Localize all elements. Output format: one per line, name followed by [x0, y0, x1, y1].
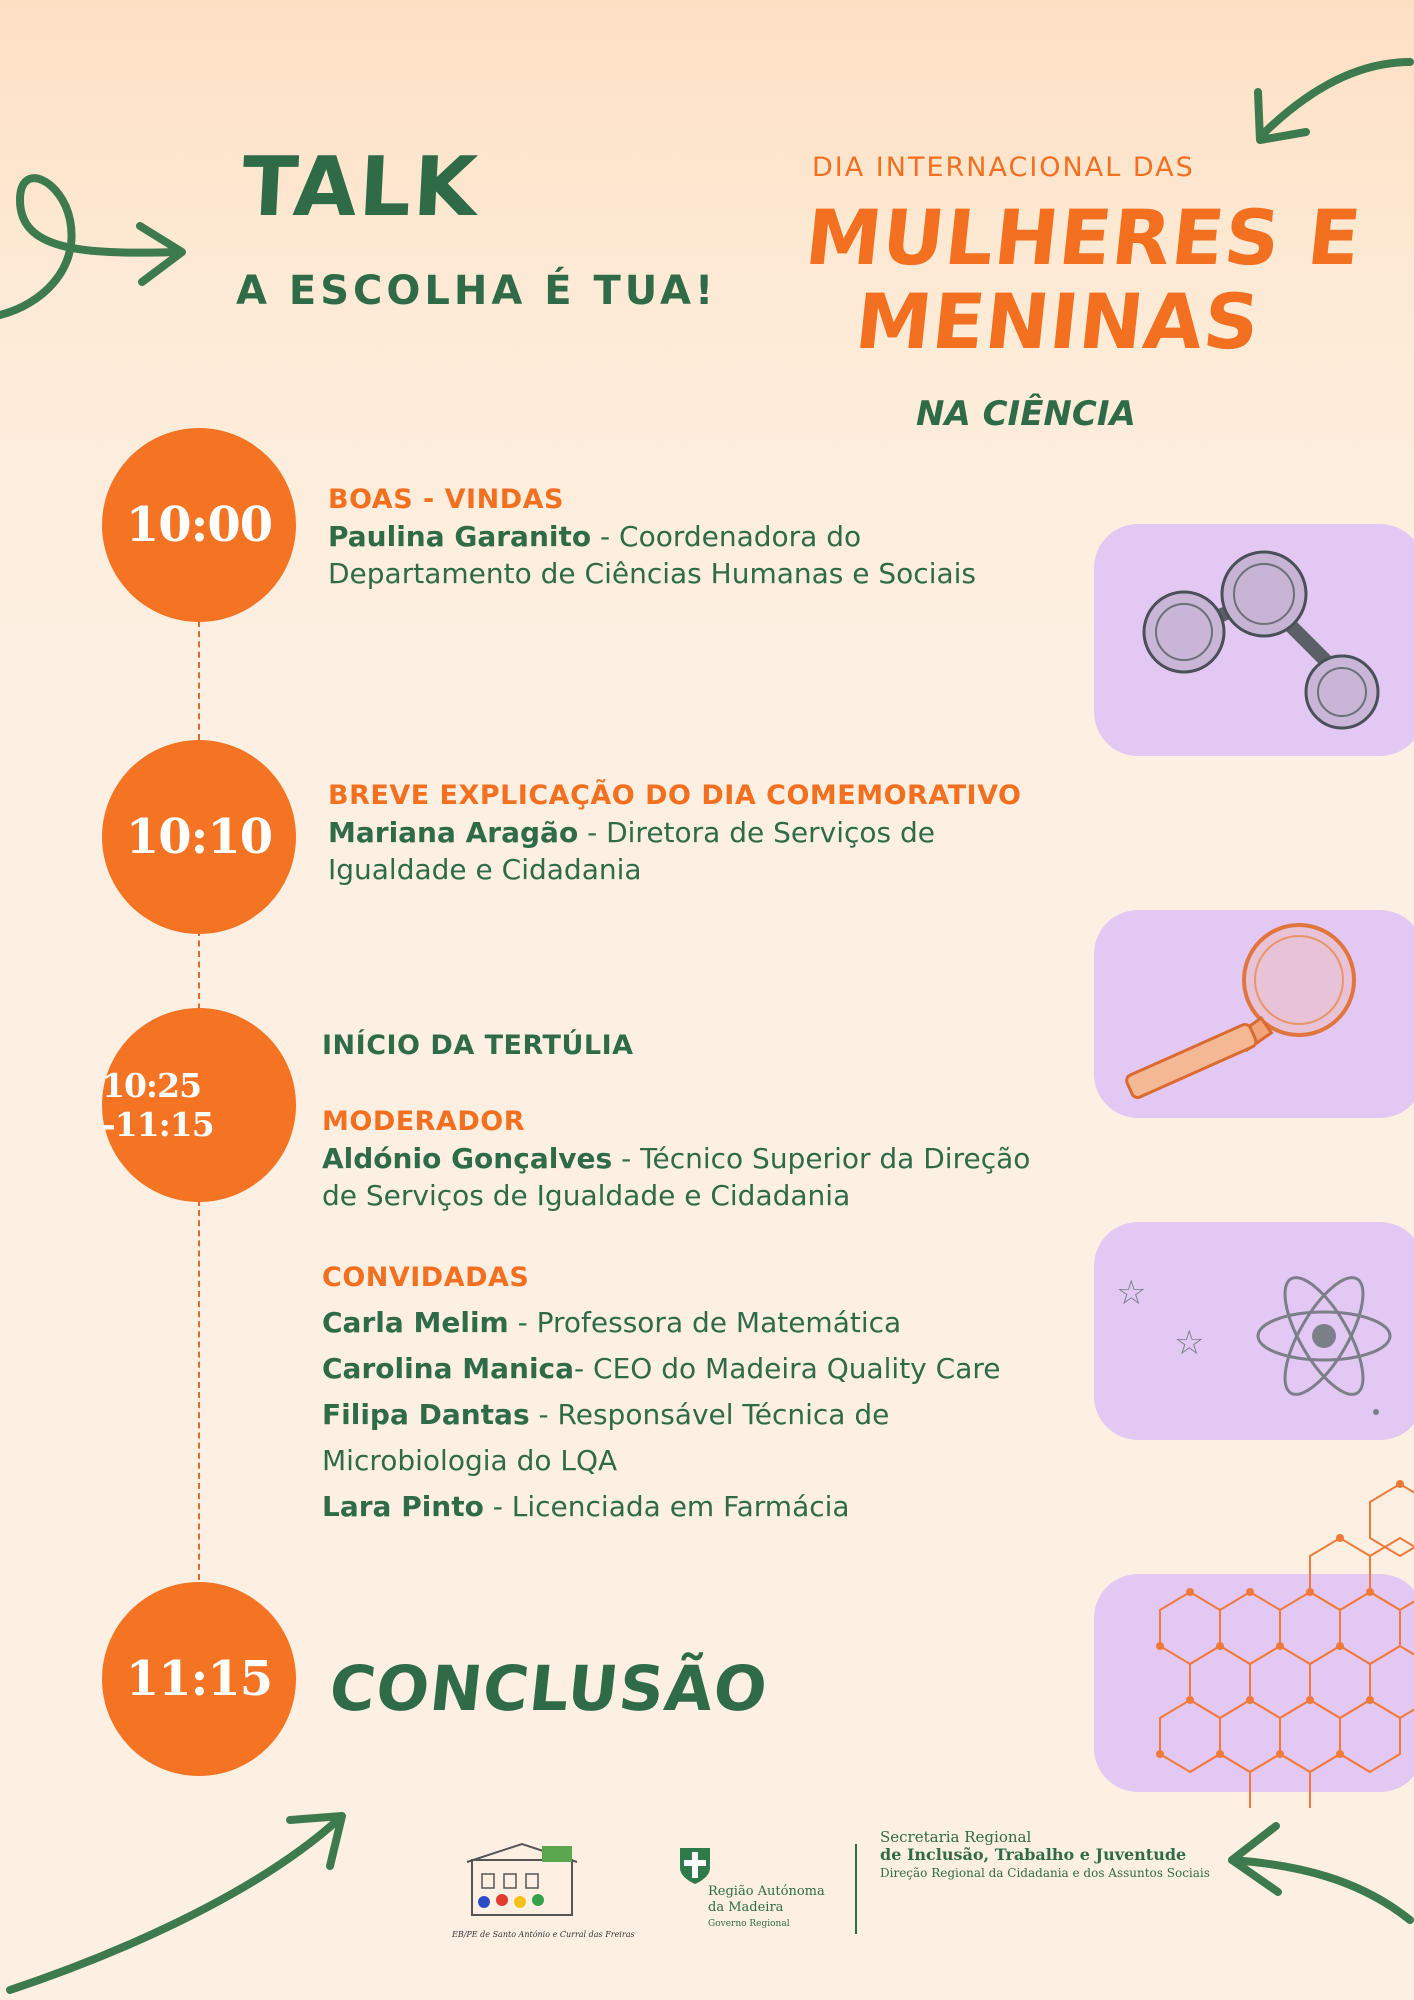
- talk-title: TALK: [239, 140, 482, 235]
- list-item: Lara Pinto - Licenciada em Farmácia: [322, 1490, 850, 1523]
- molecule-card: [1094, 524, 1414, 756]
- time-circle-1: 10:00: [102, 428, 296, 622]
- footer-divider: [855, 1844, 857, 1934]
- region-shield-icon: [678, 1846, 712, 1886]
- arrow-icon-top-left: [0, 140, 200, 330]
- guests-list: [322, 1300, 1092, 1530]
- time-circle-2: 10:10: [102, 740, 296, 934]
- region-line-2: da Madeira: [708, 1900, 784, 1915]
- molecule-icon: [1094, 524, 1414, 756]
- svg-text:☆: ☆: [1174, 1323, 1205, 1363]
- event-line-2: MULHERES E: [801, 193, 1366, 282]
- speaker-name: Paulina Garanito: [328, 520, 592, 553]
- speaker-role-cont: Igualdade e Cidadania: [328, 853, 642, 886]
- school-name: EB/PE de Santo António e Curral das Freiras: [452, 1930, 635, 1939]
- arrow-icon-bottom-right: [1220, 1820, 1414, 1940]
- region-line-1: Região Autónoma: [708, 1884, 825, 1899]
- slot-3-title: INÍCIO DA TERTÚLIA: [322, 1030, 634, 1061]
- atom-icon: [1094, 1222, 1414, 1440]
- secretaria-line-3: Direção Regional da Cidadania e dos Assuntos Sociais: [880, 1866, 1210, 1880]
- school-building-icon: [452, 1840, 622, 1920]
- secretaria-line-1: Secretaria Regional: [880, 1828, 1032, 1846]
- slot-1-title: BOAS - VINDAS: [328, 484, 564, 515]
- speaker-role: - Diretora de Serviços de: [578, 816, 936, 849]
- slot-2-speaker: [328, 814, 1088, 888]
- hexagon-network-icon: [1120, 1460, 1414, 1820]
- svg-text:☆: ☆: [1116, 1273, 1147, 1313]
- event-line-4: NA CIÊNCIA: [916, 394, 1136, 434]
- timeline-connector: [198, 1200, 200, 1580]
- moderator-info: [322, 1140, 1092, 1214]
- timeline-connector: [198, 930, 200, 1020]
- secretaria-line-2: de Inclusão, Trabalho e Juventude: [880, 1845, 1187, 1864]
- slot-2-title: BREVE EXPLICAÇÃO DO DIA COMEMORATIVO: [328, 780, 1022, 811]
- list-item: Carolina Manica- CEO do Madeira Quality Care: [322, 1352, 1001, 1385]
- moderator-role-cont: de Serviços de Igualdade e Cidadania: [322, 1179, 851, 1212]
- moderator-name: Aldónio Gonçalves: [322, 1142, 613, 1175]
- speaker-name: Mariana Aragão: [328, 816, 579, 849]
- region-line-3: Governo Regional: [708, 1919, 790, 1929]
- arrow-icon-bottom-left: [0, 1800, 360, 2000]
- speaker-role: - Coordenadora do: [591, 520, 862, 553]
- region-logo: [678, 1846, 858, 1929]
- moderator-role: - Técnico Superior da Direção: [612, 1142, 1031, 1175]
- subtitle: A ESCOLHA É TUA!: [236, 268, 718, 314]
- moderator-label: MODERADOR: [322, 1106, 526, 1137]
- slot-4-title: CONCLUSÃO: [326, 1652, 772, 1725]
- magnifier-icon: [1094, 910, 1414, 1118]
- magnifier-card: [1094, 910, 1414, 1118]
- time-circle-3: 10:25 -11:15: [102, 1008, 296, 1202]
- event-line-1: DIA INTERNACIONAL DAS: [812, 152, 1195, 183]
- school-logo: [452, 1840, 635, 1960]
- slot-1-speaker: [328, 518, 1088, 592]
- time-circle-4: 11:15: [102, 1582, 296, 1776]
- list-item: Microbiologia do LQA: [322, 1444, 618, 1477]
- list-item: Filipa Dantas - Responsável Técnica de: [322, 1398, 890, 1431]
- atom-card: [1094, 1222, 1414, 1440]
- list-item: Carla Melim - Professora de Matemática: [322, 1306, 902, 1339]
- speaker-role-cont: Departamento de Ciências Humanas e Sociais: [328, 557, 977, 590]
- secretaria-logo: [880, 1828, 1210, 1882]
- event-line-3: MENINAS: [851, 277, 1265, 366]
- arrow-icon-top-right: [1240, 52, 1414, 152]
- guests-label: CONVIDADAS: [322, 1262, 530, 1293]
